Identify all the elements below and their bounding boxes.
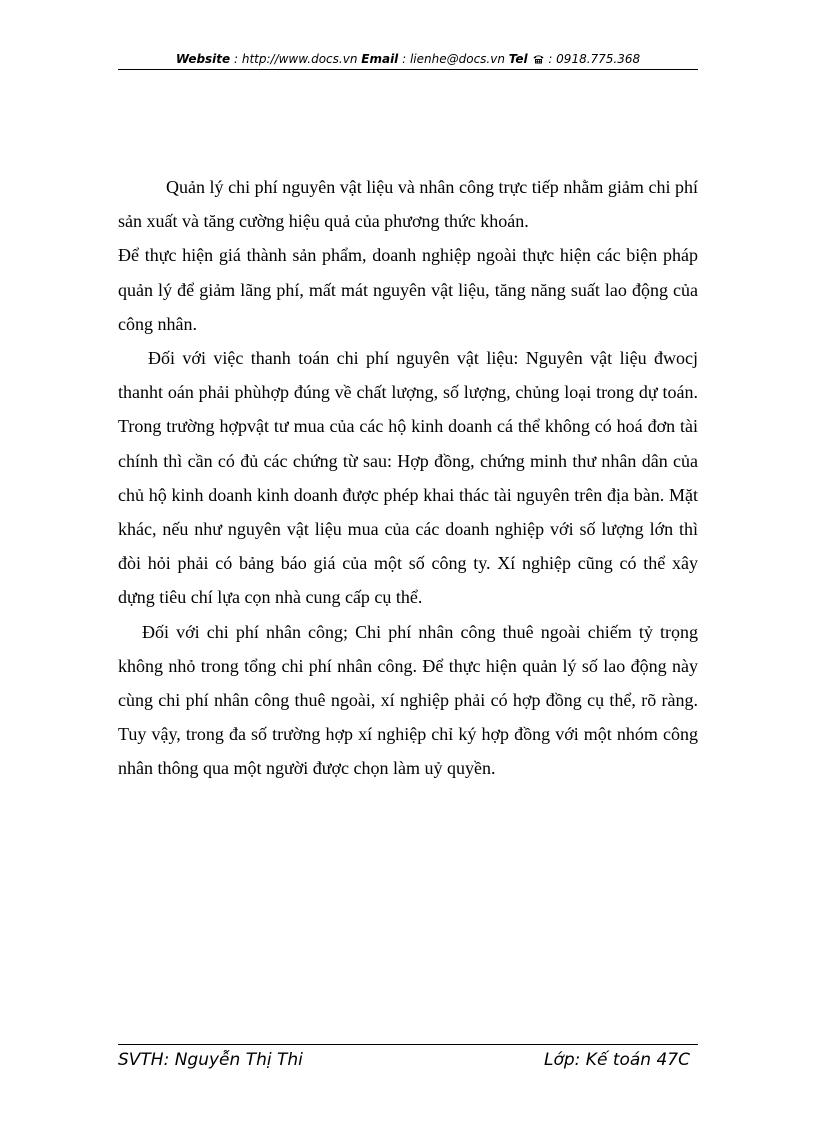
paragraph-2: Để thực hiện giá thành sản phẩm, doanh nghiệp ngoài thực hiện các biện pháp quản lý để giảm lãng phí, mất mát nguyên vật liệu, tăng năng suất lao động của công nhân.	[118, 245, 698, 334]
website-value: : http://www.docs.vn	[230, 52, 358, 66]
header-divider	[118, 69, 698, 70]
tel-value: : 0918.775.368	[544, 52, 641, 66]
telephone-icon	[533, 51, 544, 61]
student-name: SVTH: Nguyễn Thị Thi	[118, 1050, 303, 1070]
paragraph-1: Quản lý chi phí nguyên vật liệu và nhân công trực tiếp nhằm giảm chi phí sản xuất và tăng cường hiệu quả của phương thức khoán.	[118, 177, 698, 232]
class-name: Lớp: Kế toán 47C	[544, 1050, 690, 1070]
tel-label: Tel	[508, 52, 528, 66]
document-body	[118, 170, 698, 786]
paragraph-4: Đối với chi phí nhân công; Chi phí nhân công thuê ngoài chiếm tỷ trọng không nhỏ trong tổng chi phí nhân công. Để thực hiện quản lý số lao động này cùng chi phí nhân công thuê ngoài, xí nghiệp phải có hợp đồng cụ thể, rõ ràng. Tuy vậy, trong đa số trường hợp xí nghiệp chỉ ký hợp đồng với một nhóm công nhân thông qua một người được chọn làm uỷ quyền.	[118, 621, 698, 779]
email-value: : lienhe@docs.vn	[398, 52, 505, 66]
email-label: Email	[361, 52, 399, 66]
paragraph-3: Đối với việc thanh toán chi phí nguyên vật liệu: Nguyên vật liệu đwocj thanht oán phải phùhợp đúng về chất lượng, số lượng, chủng loại trong dự toán. Trong trường hợpvật tư mua của các hộ kinh doanh cá thể không có hoá đơn tài chính thì cần có đủ các chứng từ sau: Hợp đồng, chứng minh thư nhân dân của chủ hộ kinh doanh kinh doanh được phép khai thác tài nguyên trên địa bàn. Mặt khác, nếu như nguyên vật liệu mua của các doanh nghiệp với số lượng lớn thì đòi hỏi phải có bảng báo giá của một số công ty. Xí nghiệp cũng có thể xây dựng tiêu chí lựa cọn nhà cung cấp cụ thể.	[118, 348, 698, 608]
page-footer	[118, 1048, 690, 1072]
website-label: Website	[175, 52, 231, 66]
footer-divider	[118, 1044, 698, 1045]
page-header	[118, 50, 698, 68]
